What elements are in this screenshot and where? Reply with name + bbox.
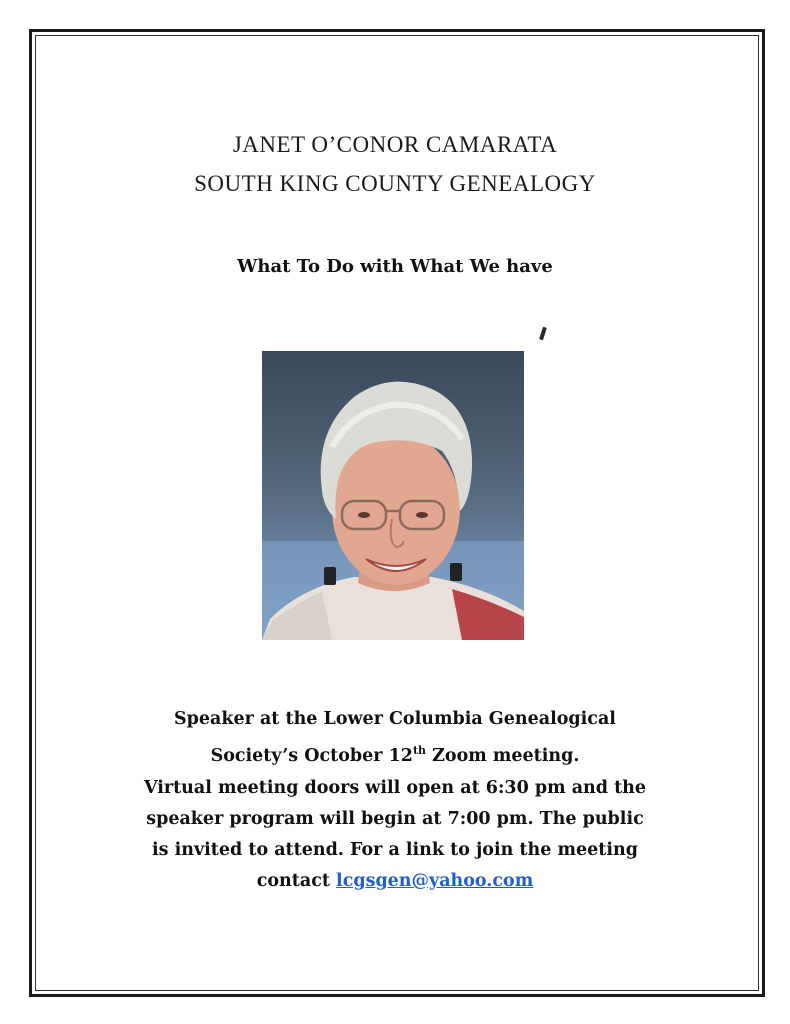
contact-label: contact [256, 871, 337, 891]
ordinal-suffix: th [412, 744, 427, 757]
event-line-2-suffix: Zoom meeting. [426, 746, 580, 766]
event-line-2 [0, 735, 790, 772]
organization-name: SOUTH KING COUNTY GENEALOGY [194, 171, 596, 196]
event-line-6 [0, 866, 790, 897]
event-line-1: Speaker at the Lower Columbia Genealogical [174, 709, 616, 729]
event-line-4: speaker program will begin at 7:00 pm. The public [146, 809, 644, 829]
talk-title: What To Do with What We have [237, 256, 553, 277]
speaker-name: JANET O’CONOR CAMARATA [232, 132, 558, 157]
event-line-2-prefix: Society’s October 12 [210, 746, 413, 766]
event-line-5: is invited to attend. For a link to join the meeting [152, 840, 638, 860]
speaker-portrait-photo [262, 351, 524, 640]
portrait-illustration [262, 351, 524, 640]
contact-email-link[interactable]: lcgsgen@yahoo.com [336, 871, 534, 891]
event-line-3: Virtual meeting doors will open at 6:30 pm and the [143, 778, 647, 798]
